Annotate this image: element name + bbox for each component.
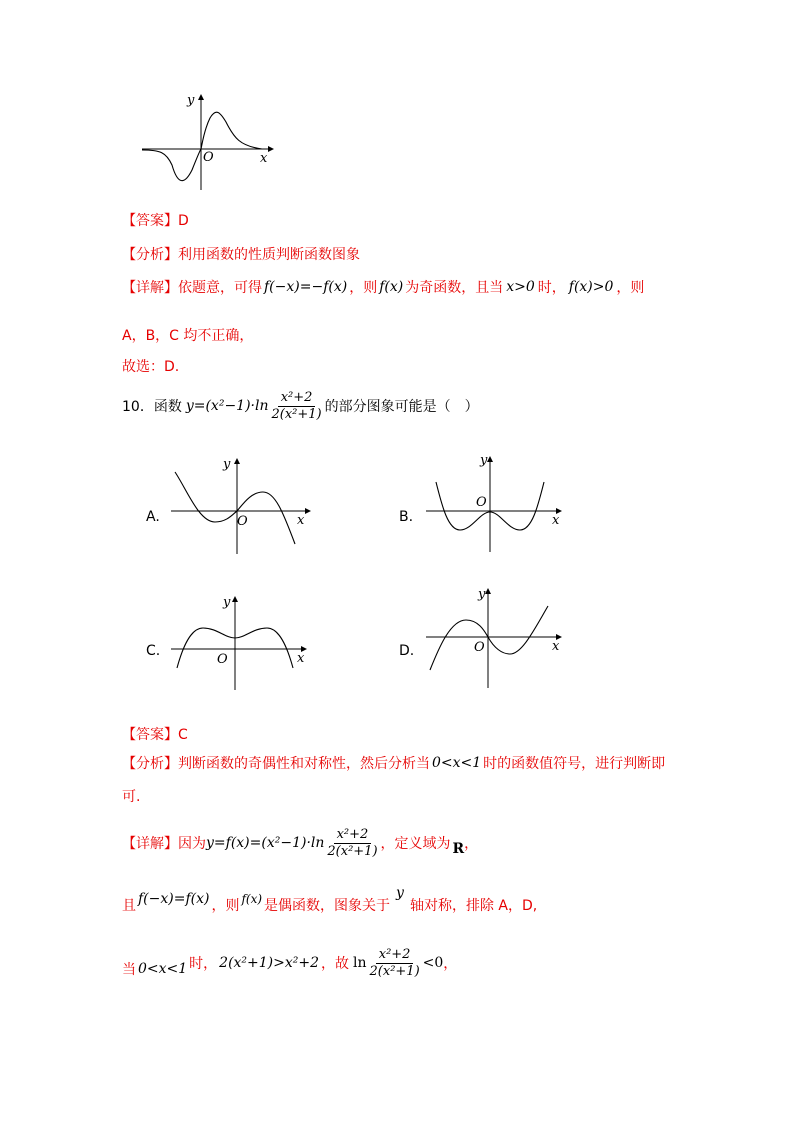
y-label: y xyxy=(478,587,486,602)
q10-detail-line1 xyxy=(122,820,478,866)
y-axis-arrow xyxy=(487,456,493,462)
q9-math-odd: f(−x)=−f(x) xyxy=(264,279,348,295)
q10-detail-line3 xyxy=(122,940,457,986)
q10-line2-c: 是偶函数，图象关于 xyxy=(264,898,391,914)
q9-math-fpos: f(x)>0 xyxy=(568,279,614,295)
q10-line3-math2: 2(x²+1)>x²+2 xyxy=(219,955,320,971)
q10-line3-frac xyxy=(367,947,423,980)
q10-detail-den: 2(x²+1) xyxy=(327,843,378,859)
q10-detail-line2 xyxy=(122,884,537,914)
q10-answer: 【答案】C xyxy=(122,727,188,743)
y-label: y xyxy=(480,453,488,468)
y-label: y xyxy=(223,595,231,610)
y-label: y xyxy=(223,457,231,472)
q10-detail-frac xyxy=(324,827,380,860)
y-axis-arrow xyxy=(232,596,238,602)
option-b-label[interactable]: B. xyxy=(399,509,414,525)
x-label: x xyxy=(552,639,560,654)
x-label: x xyxy=(297,651,305,666)
q10-line2-d: 轴对称，排除 A，D, xyxy=(409,898,538,914)
q10-func-den: 2(x²+1) xyxy=(271,406,322,422)
q9-detail-line2: A，B，C 均不正确， xyxy=(122,328,254,344)
x-axis-arrow xyxy=(305,508,311,514)
q10-line3-b: 时， xyxy=(189,956,218,972)
q10-line3-math1: 0<x<1 xyxy=(138,961,188,977)
y-label: y xyxy=(187,93,195,108)
x-label: x xyxy=(260,151,268,166)
curve xyxy=(175,472,295,544)
q10-stem xyxy=(122,386,479,426)
q10-line2-math3: y xyxy=(396,885,404,901)
y-axis-arrow xyxy=(234,458,240,464)
q10-analysis-b: 时的函数值符号，进行判断即 xyxy=(483,756,666,772)
origin-label: O xyxy=(217,652,228,667)
x-axis-arrow xyxy=(268,146,274,152)
q10-line2-math1: f(−x)=f(x) xyxy=(138,891,210,907)
option-b-graph[interactable] xyxy=(420,450,570,555)
q9-conclusion: 故选：D. xyxy=(122,359,180,375)
q10-detail-func: y=f(x)=(x²−1)·ln xyxy=(206,835,325,851)
q9-analysis: 【分析】利用函数的性质判断函数图象 xyxy=(122,247,360,263)
q10-analysis-line xyxy=(122,750,665,776)
q9-detail-end: ，则 xyxy=(616,280,645,296)
q10-line3-end: ， xyxy=(443,956,458,972)
origin-label: O xyxy=(476,495,487,510)
q10-detail-label: 【详解】因为 xyxy=(122,836,206,852)
x-label: x xyxy=(297,513,305,528)
q10-domain-R: R xyxy=(452,841,465,857)
q10-analysis-a: 【分析】判断函数的奇偶性和对称性，然后分析当 xyxy=(122,756,430,772)
curve xyxy=(142,112,262,180)
q10-line3-c: ，故 xyxy=(321,956,350,972)
option-c-label[interactable]: C. xyxy=(146,643,161,659)
q10-detail-num: x²+2 xyxy=(334,827,372,844)
q10-line3-den: 2(x²+1) xyxy=(369,963,420,979)
q9-detail-line xyxy=(122,272,644,302)
origin-label: O xyxy=(474,640,485,655)
q9-answer: 【答案】D xyxy=(122,213,189,229)
q10-line3-ln: ln xyxy=(353,955,367,971)
q9-math-fx: f(x) xyxy=(379,279,404,295)
q9-detail-mid3: 时， xyxy=(537,280,566,296)
q10-func-lhs: y=(x²−1)·ln xyxy=(185,398,269,414)
q10-line3-num: x²+2 xyxy=(376,947,414,964)
origin-label: O xyxy=(203,150,214,165)
q9-detail-mid1: ，则 xyxy=(349,280,378,296)
q9-detail-mid2: 为奇函数，且当 xyxy=(405,280,504,296)
curve xyxy=(430,606,548,670)
option-a-graph[interactable] xyxy=(165,452,315,557)
q10-func-frac xyxy=(268,390,324,423)
q10-domain-comma: ， xyxy=(464,836,479,852)
q10-line2-math2: f(x) xyxy=(241,892,263,906)
q9-graph xyxy=(140,90,280,195)
option-c-graph[interactable] xyxy=(165,588,315,693)
origin-label: O xyxy=(237,514,248,529)
q10-line3-lt: <0 xyxy=(422,955,444,971)
q10-line2-b: ，则 xyxy=(211,898,240,914)
y-axis-arrow xyxy=(198,94,204,100)
q10-line2-a: 且 xyxy=(122,898,136,914)
q9-math-xpos: x>0 xyxy=(506,279,535,295)
q10-analysis-math: 0<x<1 xyxy=(432,755,482,771)
option-a-label[interactable]: A. xyxy=(146,509,160,525)
q10-detail-tail: ，定义域为 xyxy=(380,836,451,852)
q10-line3-a: 当 xyxy=(122,962,136,978)
q10-func-num: x²+2 xyxy=(278,390,316,407)
q10-suffix: 的部分图象可能是（ ） xyxy=(324,399,479,415)
q10-analysis-c: 可. xyxy=(122,789,141,805)
option-d-graph[interactable] xyxy=(420,580,570,690)
y-axis-arrow xyxy=(485,588,491,594)
option-d-label[interactable]: D. xyxy=(399,643,415,659)
q9-detail-label: 【详解】依题意，可得 xyxy=(122,280,262,296)
q10-prefix: 10．函数 xyxy=(122,399,182,415)
x-label: x xyxy=(552,513,560,528)
